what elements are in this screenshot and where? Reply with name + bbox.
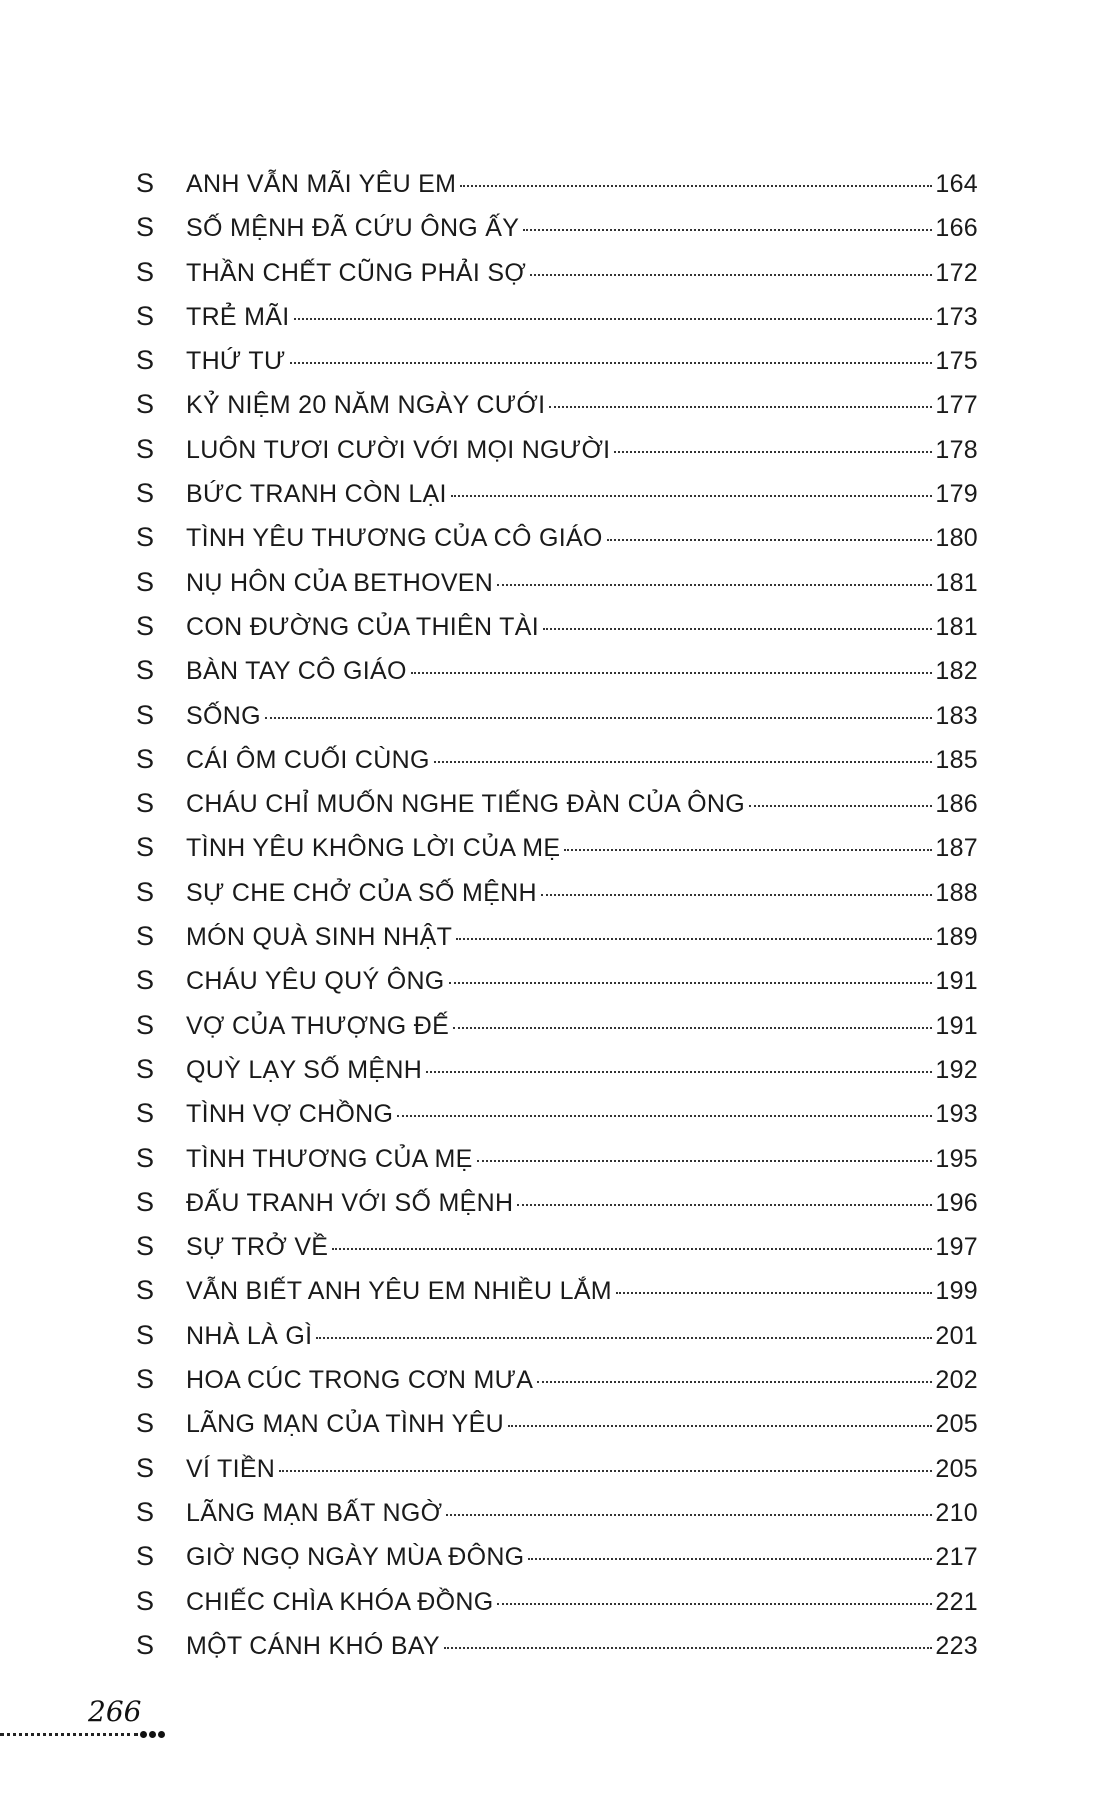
toc-entry-title: MỘT CÁNH KHÓ BAY [186,1631,440,1660]
toc-entry-page: 179 [935,480,978,509]
toc-dot-leader [508,1425,932,1427]
toc-entry [136,921,978,965]
toc-entry-page: 181 [935,568,978,597]
toc-entry-page: 185 [935,745,978,774]
toc-entry [136,212,978,256]
toc-dot-leader [460,185,932,187]
footer-dot [158,1731,165,1738]
toc-dot-leader [541,894,933,896]
footer-dot [149,1731,156,1738]
toc-entry [136,257,978,301]
toc-entry-page: 191 [935,967,978,996]
toc-entry-page: 172 [935,258,978,287]
toc-entry-title: GIỜ NGỌ NGÀY MÙA ĐÔNG [186,1543,525,1572]
toc-entry-page: 164 [935,170,978,198]
toc-dot-leader [523,229,932,231]
toc-entry [136,832,978,876]
toc-entry-page: 180 [935,524,978,553]
toc-dot-leader [446,1514,932,1516]
toc-entry [136,522,978,566]
toc-bullet: S [136,478,155,509]
toc-bullet: S [136,300,155,331]
toc-bullet: S [136,1009,155,1040]
toc-bullet: S [136,433,155,464]
toc-bullet: S [136,1231,155,1262]
toc-entry-page: 205 [935,1410,978,1439]
toc-bullet: S [136,1452,155,1483]
toc-entry [136,1453,978,1497]
toc-entry [136,877,978,921]
toc-entry-page: 181 [935,612,978,641]
toc-bullet: S [136,1319,155,1350]
toc-dot-leader [397,1115,932,1117]
toc-entry-title: TÌNH VỢ CHỒNG [186,1100,394,1129]
page-footer [0,1695,180,1745]
toc-dot-leader [411,672,933,674]
toc-entry-title: BỨC TRANH CÒN LẠI [186,480,447,509]
toc-entry [136,1098,978,1142]
toc-entry [136,1497,978,1541]
toc-entry-title: TÌNH YÊU THƯƠNG CỦA CÔ GIÁO [186,524,603,553]
toc-bullet: S [136,655,155,686]
toc-bullet: S [136,345,155,376]
toc-dot-leader [614,451,932,453]
toc-bullet: S [136,965,155,996]
toc-entry-page: 192 [935,1055,978,1084]
toc-entry [136,1541,978,1585]
toc-bullet: S [136,921,155,952]
toc-entry-title: QUỲ LẠY SỐ MỆNH [186,1055,423,1084]
toc-entry [136,1231,978,1275]
footer-dot [140,1731,147,1738]
toc-dot-leader [549,406,932,408]
toc-entry-page: 223 [935,1631,978,1660]
toc-bullet: S [136,1541,155,1572]
toc-bullet: S [136,1275,155,1306]
toc-entry [136,345,978,389]
toc-entry [136,1364,978,1408]
toc-dot-leader [564,849,932,851]
toc-entry-title: SỰ TRỞ VỀ [186,1233,329,1262]
toc-entry [136,168,978,212]
toc-entry-page: 177 [935,391,978,420]
toc-dot-leader [444,1647,932,1649]
toc-entry-page: 188 [935,878,978,907]
toc-entry-page: 221 [935,1587,978,1616]
toc-entry-page: 196 [935,1188,978,1217]
toc-bullet: S [136,1186,155,1217]
toc-dot-leader [528,1558,932,1560]
toc-bullet: S [136,788,155,819]
toc-entry-title: MÓN QUÀ SINH NHẬT [186,923,453,952]
toc-bullet: S [136,876,155,907]
toc-entry-page: 173 [935,302,978,331]
toc-entry-title: KỶ NIỆM 20 NĂM NGÀY CƯỚI [186,391,546,420]
toc-dot-leader [497,1603,932,1605]
toc-entry-title: THỨ TƯ [186,347,286,376]
toc-bullet: S [136,1364,155,1395]
toc-entry-title: LÃNG MẠN BẤT NGỜ [186,1498,443,1527]
toc-bullet: S [136,610,155,641]
toc-bullet: S [136,832,155,863]
toc-entry [136,1143,978,1187]
toc-entry-title: VÍ TIỀN [186,1454,276,1483]
toc-dot-leader [497,584,932,586]
footer-dotted-line [0,1733,138,1736]
toc-entry [136,1187,978,1231]
toc-entry-page: 183 [935,701,978,730]
toc-dot-leader [265,717,933,719]
toc-entry-title: BÀN TAY CÔ GIÁO [186,657,407,686]
toc-entry-title: NHÀ LÀ GÌ [186,1321,313,1350]
toc-bullet: S [136,1053,155,1084]
toc-entry-page: 202 [935,1366,978,1395]
toc-dot-leader [749,805,932,807]
toc-dot-leader [477,1160,933,1162]
toc-entry-title: LUÔN TƯƠI CƯỜI VỚI MỌI NGƯỜI [186,435,611,464]
toc-entry [136,788,978,832]
toc-entry-title: CHÁU CHỈ MUỐN NGHE TIẾNG ĐÀN CỦA ÔNG [186,790,745,819]
toc-entry-page: 199 [935,1277,978,1306]
footer-dots-ornament [140,1731,165,1738]
toc-entry [136,1320,978,1364]
toc-entry-page: 197 [935,1233,978,1262]
toc-entry-title: VẪN BIẾT ANH YÊU EM NHIỀU LẮM [186,1277,612,1306]
toc-dot-leader [426,1071,932,1073]
toc-entry-title: SỐ MỆNH ĐÃ CỨU ÔNG ẤY [186,214,520,243]
toc-entry-page: 175 [935,347,978,376]
toc-bullet: S [136,699,155,730]
toc-entry [136,1586,978,1630]
toc-entry-page: 186 [935,790,978,819]
toc-dot-leader [537,1381,932,1383]
toc-bullet: S [136,1098,155,1129]
toc-bullet: S [136,1496,155,1527]
toc-entry [136,1010,978,1054]
toc-dot-leader [290,362,933,364]
toc-dot-leader [607,539,933,541]
toc-entry-title: TRẺ MÃI [186,302,290,331]
toc-dot-leader [316,1337,932,1339]
toc-entry [136,1630,978,1674]
toc-bullet: S [136,566,155,597]
toc-entry-title: CHIẾC CHÌA KHÓA ĐỒNG [186,1587,494,1616]
toc-entry-page: 191 [935,1011,978,1040]
toc-entry [136,611,978,655]
toc-bullet: S [136,389,155,420]
toc-entry [136,301,978,345]
toc-bullet: S [136,522,155,553]
toc-entry [136,478,978,522]
toc-entry-page: 217 [935,1543,978,1572]
toc-dot-leader [434,761,933,763]
toc-dot-leader [456,938,932,940]
toc-dot-leader [530,274,932,276]
toc-dot-leader [453,1027,932,1029]
toc-entry-title: ĐẤU TRANH VỚI SỐ MỆNH [186,1188,514,1217]
toc-entry [136,655,978,699]
toc-bullet: S [136,1629,155,1660]
toc-bullet: S [136,168,155,198]
toc-entry-page: 189 [935,923,978,952]
toc-entry [136,744,978,788]
toc-entry-title: CHÁU YÊU QUÝ ÔNG [186,967,445,996]
toc-entry-title: CÁI ÔM CUỐI CÙNG [186,745,430,774]
toc-entry [136,700,978,744]
toc-entry-page: 195 [935,1144,978,1173]
toc-bullet: S [136,743,155,774]
toc-entry-page: 201 [935,1321,978,1350]
toc-dot-leader [279,1470,932,1472]
toc-entry-title: LÃNG MẠN CỦA TÌNH YÊU [186,1410,504,1439]
toc-entry [136,567,978,611]
toc-bullet: S [136,256,155,287]
toc-entry-title: TÌNH THƯƠNG CỦA MẸ [186,1144,473,1173]
toc-entry-page: 187 [935,834,978,863]
toc-entry-title: CON ĐƯỜNG CỦA THIÊN TÀI [186,612,539,641]
table-of-contents [136,168,978,1674]
toc-dot-leader [451,495,933,497]
toc-entry-title: THẦN CHẾT CŨNG PHẢI SỢ [186,258,527,287]
toc-entry-page: 166 [935,214,978,243]
toc-entry-title: VỢ CỦA THƯỢNG ĐẾ [186,1011,450,1040]
toc-entry-title: SỐNG [186,701,261,730]
toc-bullet: S [136,1142,155,1173]
toc-entry-title: NỤ HÔN CỦA BETHOVEN [186,568,494,597]
toc-dot-leader [449,982,933,984]
toc-entry-page: 205 [935,1454,978,1483]
toc-entry [136,389,978,433]
toc-bullet: S [136,1408,155,1439]
toc-entry [136,1054,978,1098]
toc-dot-leader [294,318,933,320]
toc-dot-leader [543,628,932,630]
toc-entry-page: 182 [935,657,978,686]
toc-entry-page: 210 [935,1498,978,1527]
toc-entry-page: 193 [935,1100,978,1129]
toc-entry-title: SỰ CHE CHỞ CỦA SỐ MỆNH [186,878,537,907]
toc-entry-title: HOA CÚC TRONG CƠN MƯA [186,1366,534,1395]
toc-entry [136,1275,978,1319]
toc-entry-title: TÌNH YÊU KHÔNG LỜI CỦA MẸ [186,834,561,863]
toc-dot-leader [517,1204,932,1206]
toc-bullet: S [136,212,155,243]
toc-entry [136,965,978,1009]
toc-entry-page: 178 [935,435,978,464]
page-number: 266 [88,1695,142,1728]
toc-dot-leader [616,1292,932,1294]
toc-entry [136,434,978,478]
toc-bullet: S [136,1585,155,1616]
toc-entry [136,1408,978,1452]
toc-entry-title: ANH VẪN MÃI YÊU EM [186,170,457,198]
toc-dot-leader [332,1248,932,1250]
